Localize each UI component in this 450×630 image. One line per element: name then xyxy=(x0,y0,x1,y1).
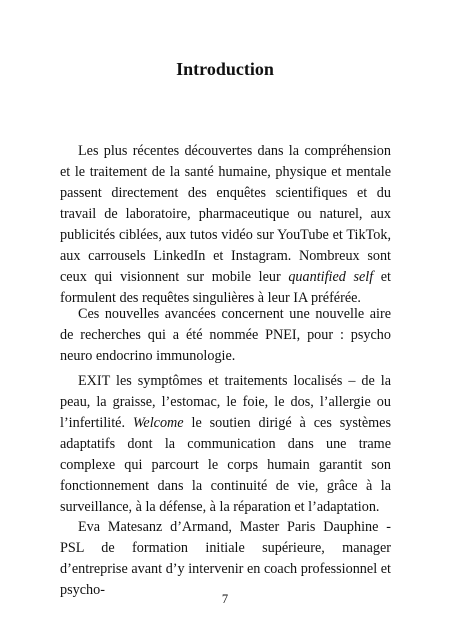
paragraph-3 xyxy=(60,371,391,518)
paragraph-3-italic-term: Welcome xyxy=(132,415,184,431)
paragraph-1-italic-term: quantified self xyxy=(288,269,374,285)
paragraph-2 xyxy=(60,304,391,367)
paragraph-1-text: Les plus récentes découvertes dans la compréhension et le traitement de la santé humaine, physique et mentale passent directement des enquêtes scientifiques et du travail de laboratoire, pharmaceutique ou naturel, aux publicités ciblées, aux tutos vidéo sur YouTube et TikTok, aux carrousels LinkedIn et Instagram. Nombreux sont ceux qui visionnent sur mobile leur xyxy=(60,143,391,285)
paragraph-4-text: Eva Matesanz d’Armand, Master Paris Dauphine - PSL de formation initiale supérieure, manager d’entreprise avant d’y intervenir en coach professionnel et psycho- xyxy=(60,519,391,598)
paragraph-2-text: Ces nouvelles avancées concernent une nouvelle aire de recherches qui a été nommée PNEI, pour : psycho neuro endocrino immunologie. xyxy=(60,306,391,364)
paragraph-3-text: EXIT les symptômes et traitements localisés – de la peau, la graisse, l’estomac, le foie, le dos, l’allergie ou l’infertilité. xyxy=(60,373,391,431)
chapter-title: Introduction xyxy=(176,59,274,79)
paragraph-4 xyxy=(60,517,391,601)
paragraph-1-text-after: et formulent des requêtes singulières à leur IA préférée. xyxy=(60,269,391,306)
page-number: 7 xyxy=(221,592,229,606)
paragraph-1 xyxy=(60,141,391,309)
paragraph-3-text-after: le soutien dirigé à ces systèmes adaptatifs dont la communication dans une trame complexe qui parcourt le corps humain garantit son fonctionnement dans la continuité de vie, grâce à la surveillance, à la défense, à la réparation et l’adaptation. xyxy=(60,415,391,515)
